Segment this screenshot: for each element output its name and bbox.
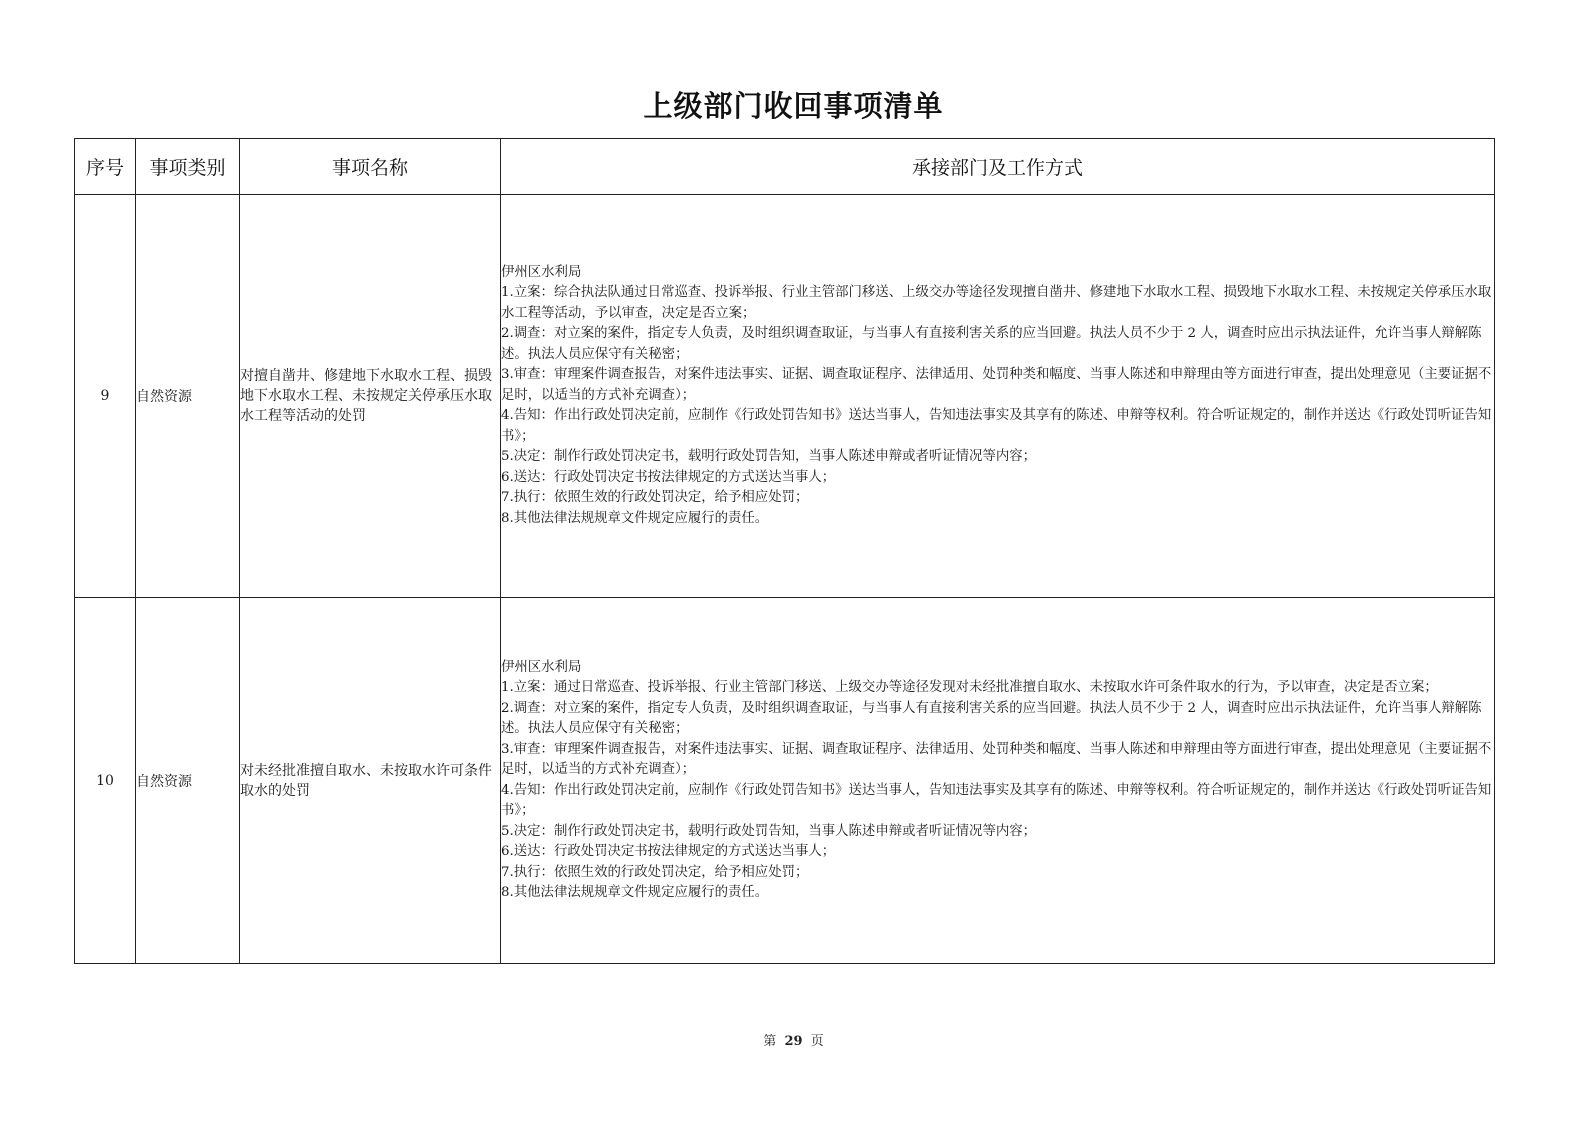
table-header-row [75,139,1495,195]
procedure-step: 8.其他法律法规规章文件规定应履行的责任。 [501,885,769,900]
procedure-step: 2.调查：对立案的案件，指定专人负责，及时组织调查取证，与当事人有直接利害关系的应当回避。执法人员不少于 2 人，调查时应出示执法证件，允许当事人辩解陈述。执法人员应保守有关秘密； [501,700,1482,736]
department-name: 伊州区水利局 [501,264,582,280]
procedure-step: 4.告知：作出行政处罚决定前，应制作《行政处罚告知书》送达当事人，告知违法事实及其享有的陈述、申辩等权利。符合听证规定的，制作并送达《行政处罚听证告知书》； [501,782,1492,818]
column-header-no: 序号 [75,139,136,195]
column-header-name: 事项名称 [240,139,501,195]
matter-category: 自然资源 [136,598,240,964]
procedure-step: 6.送达：行政处罚决定书按法律规定的方式送达当事人； [501,469,836,485]
procedure-step: 3.审查：审理案件调查报告，对案件违法事实、证据、调查取证程序、法律适用、处罚种类和幅度、当事人陈述和申辩理由等方面进行审查，提出处理意见（主要证据不足时，以适当的方式补充调查）； [501,741,1492,777]
matters-table [74,138,1495,964]
procedure-step: 2.调查：对立案的案件，指定专人负责，及时组织调查取证，与当事人有直接利害关系的应当回避。执法人员不少于 2 人，调查时应出示执法证件，允许当事人辩解陈述。执法人员应保守有关秘密； [501,326,1482,362]
page-title: 上级部门收回事项清单 [643,89,944,123]
matter-name: 对未经批准擅自取水、未按取水许可条件取水的处罚 [240,598,501,964]
matter-category: 自然资源 [136,195,240,598]
department-method [501,598,1495,964]
row-number: 10 [75,598,136,964]
page-number: 29 [784,1034,803,1049]
procedure-step: 5.决定：制作行政处罚决定书，载明行政处罚告知，当事人陈述申辩或者听证情况等内容； [501,449,1037,465]
procedure-step: 5.决定：制作行政处罚决定书，载明行政处罚告知，当事人陈述申辩或者听证情况等内容； [501,823,1037,839]
page-footer [0,1030,1587,1049]
procedure-step: 3.审查：审理案件调查报告，对案件违法事实、证据、调查取证程序、法律适用、处罚种类和幅度、当事人陈述和申辩理由等方面进行审查，提出处理意见（主要证据不足时，以适当的方式补充调查）； [501,367,1492,403]
table-row [75,195,1495,598]
column-header-department: 承接部门及工作方式 [501,139,1495,195]
row-number: 9 [75,195,136,598]
table-row [75,598,1495,964]
procedure-step: 1.立案：通过日常巡查、投诉举报、行业主管部门移送、上级交办等途径发现对未经批准擅自取水、未按取水许可条件取水的行为，予以审查，决定是否立案； [501,680,1438,695]
procedure-step: 1.立案：综合执法队通过日常巡查、投诉举报、行业主管部门移送、上级交办等途径发现擅自凿井、修建地下水取水工程、损毁地下水取水工程、未按规定关停承压水取水工程等活动，予以审查，决定是否立案； [501,285,1492,321]
page-prefix: 第 [763,1034,777,1049]
department-method [501,195,1495,598]
procedure-step: 4.告知：作出行政处罚决定前，应制作《行政处罚告知书》送达当事人，告知违法事实及其享有的陈述、申辩等权利。符合听证规定的，制作并送达《行政处罚听证告知书》； [501,408,1492,444]
procedure-step: 7.执行：依照生效的行政处罚决定，给予相应处罚； [501,864,809,880]
department-name: 伊州区水利局 [501,659,582,675]
matter-name: 对擅自凿井、修建地下水取水工程、损毁地下水取水工程、未按规定关停承压水取水工程等活动的处罚 [240,195,501,598]
procedure-step: 7.执行：依照生效的行政处罚决定，给予相应处罚； [501,490,809,506]
column-header-category: 事项类别 [136,139,240,195]
procedure-step: 8.其他法律法规规章文件规定应履行的责任。 [501,510,769,526]
procedure-step: 6.送达：行政处罚决定书按法律规定的方式送达当事人； [501,844,836,859]
page-suffix: 页 [810,1034,824,1049]
